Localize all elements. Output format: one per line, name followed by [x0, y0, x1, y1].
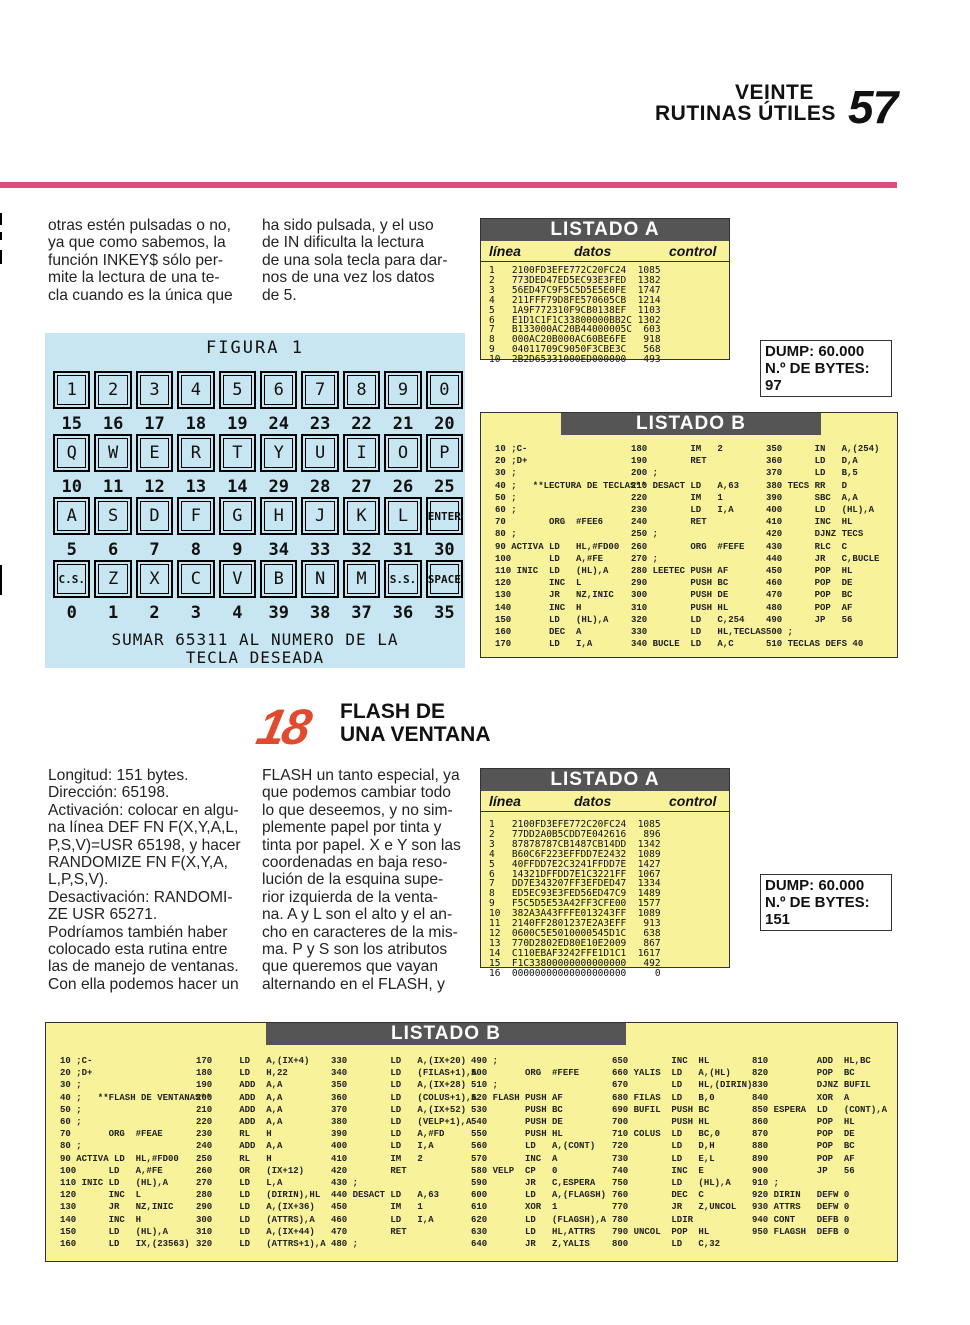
section-title-line2: UNA VENTANA — [340, 723, 491, 746]
key-number: 13 — [185, 477, 207, 497]
key-number: 33 — [309, 540, 331, 560]
listado-columns — [481, 241, 729, 262]
code-column-2: 170 LD A,(IX+4) 180 LD H,22 190 ADD A,A 200 ADD A,A 210 ADD A,A 220 ADD A,A 230 RL H 240 ADD A,A 250 RL H 260 OR (IX+12) 270 LD L,A 280 LD (DIRIN),HL 290 LD A,(IX+36) 300 LD (ATTRS),A 310 LD A,(IX+44) 320 LD (ATTRS+1),A — [196, 1056, 326, 1250]
header-line2: RUTINAS ÚTILES — [655, 102, 836, 125]
key-number: 32 — [351, 540, 372, 560]
key-number: 31 — [392, 540, 414, 560]
section-title-line1: FLASH DE — [340, 700, 445, 723]
key: T — [219, 434, 256, 472]
key: V — [219, 560, 256, 598]
code-column-1: 10 ;C- 20 ;D+ 30 ; 40 ; **LECTURA DE TECLAS** 50 ; 60 ; 70 ORG #FEE6 80 ; 90 ACTIVA LD HL,#FD00 100 LD A,#FE 110 INIC LD (HL),A 120 INC L 130 JR NZ,INIC 140 INC H 150 LD (HL),A 160 DEC A 170 LD I,A — [495, 444, 647, 650]
code-column-2: 180 IM 2 190 RET 200 ; 210 DESACT LD A,63 220 IM 1 230 LD I,A 240 RET 250 ; 260 ORG #FEFE 270 ; 280 LEETEC PUSH AF 290 PUSH BC 300 PUSH DE 310 PUSH HL 320 LD C,254 330 LD HL,TECLAS 340 BUCLE LD A,C — [631, 444, 767, 650]
key-number: 21 — [392, 414, 414, 434]
key: 9 — [384, 371, 421, 409]
key-number: 23 — [309, 414, 331, 434]
key-symbol-shift: S.S. — [384, 560, 421, 598]
key-enter: ENTER — [426, 497, 463, 535]
key-number: 17 — [144, 414, 165, 434]
key: L — [384, 497, 421, 535]
prose-top-mid: ha sido pulsada, y el uso de IN dificulta la lectura de una sola tecla para dar- nos de una vez los datos de 5. — [262, 217, 448, 304]
col-control: control — [669, 243, 717, 259]
key-number: 7 — [149, 540, 160, 560]
key: B — [260, 560, 297, 598]
key-number: 6 — [107, 540, 119, 560]
col-control: control — [669, 793, 717, 809]
listado-b-2 — [45, 1022, 898, 1262]
key-number: 14 — [227, 477, 248, 497]
key-row-3 — [53, 497, 463, 535]
code-column-3: 350 IN A,(254) 360 LD D,A 370 LD B,5 380 TECS RR D 390 SBC A,A 400 LD (HL),A 410 INC HL 420 DJNZ TECS 430 RLC C 440 JR C,BUCLE 450 POP HL 460 POP DE 470 POP BC 480 POP AF 490 JP 56 500 ; 510 TECLAS DEFS 40 — [766, 444, 880, 650]
key-number: 4 — [232, 603, 243, 623]
key: F — [177, 497, 214, 535]
key: K — [343, 497, 380, 535]
listado-b-1 — [480, 412, 898, 658]
key: X — [136, 560, 173, 598]
margin-mark — [0, 250, 2, 264]
code-column-1: 10 ;C- 20 ;D+ 30 ; 40 ; **FLASH DE VENTANAS** 50 ; 60 ; 70 ORG #FEAE 80 ; 90 ACTIVA LD HL,#FD00 100 LD A,#FE 110 INIC LD (HL),A 120 INC L 130 JR NZ,INIC 140 INC H 150 LD (HL),A 160 LD IX,(23563) — [60, 1056, 212, 1250]
key: 3 — [136, 371, 173, 409]
key: 1 — [53, 371, 90, 409]
key-number: 19 — [227, 414, 248, 434]
key-caps-shift: C.S. — [53, 560, 90, 598]
listado-title: LISTADO B — [266, 1023, 626, 1045]
key: C — [177, 560, 214, 598]
listado-title: LISTADO A — [481, 769, 729, 791]
key-number: 3 — [190, 603, 202, 623]
margin-mark — [0, 213, 2, 225]
key-number: 2 — [149, 603, 160, 623]
pink-rule — [0, 182, 897, 188]
key: P — [426, 434, 463, 472]
listado-title: LISTADO A — [481, 219, 729, 241]
key-number: 16 — [102, 414, 124, 434]
key: U — [301, 434, 338, 472]
code-column-6: 810 ADD HL,BC 820 POP BC 830 DJNZ BUFIL 840 XOR A 850 ESPERA LD (CONT),A 860 POP HL 870 POP DE 880 POP BC 890 POP AF 900 JP 56 910 ; 920 DIRIN DEFW 0 930 ATTRS DEFW 0 940 CONT DEFB 0 950 FLAGSH DEFB 0 — [752, 1056, 888, 1237]
key-number: 25 — [434, 477, 455, 497]
key: J — [301, 497, 338, 535]
key-row-2 — [53, 434, 463, 472]
key-row-4 — [53, 560, 463, 598]
num-row-1 — [53, 414, 463, 434]
key-number: 37 — [351, 603, 372, 623]
key-number: 38 — [309, 603, 331, 623]
key-number: 5 — [66, 540, 77, 560]
key-number: 12 — [144, 477, 165, 497]
key-number: 26 — [392, 477, 414, 497]
key-number: 9 — [232, 540, 243, 560]
dump-box-1 — [760, 340, 892, 397]
key: N — [301, 560, 338, 598]
listado-columns — [481, 791, 729, 812]
key: Z — [94, 560, 131, 598]
key: 5 — [219, 371, 256, 409]
dump-bytes: N.º DE BYTES: 97 — [765, 360, 870, 394]
key-number: 27 — [351, 477, 372, 497]
key: Y — [260, 434, 297, 472]
figure-title: FIGURA 1 — [45, 333, 465, 363]
key-number: 20 — [434, 414, 455, 434]
key-number: 28 — [309, 477, 331, 497]
key: 0 — [426, 371, 463, 409]
key-number: 39 — [268, 603, 289, 623]
listado-rows: 1 2100FD3EFE772C20FC24 1085 2 773DED47ED5EC93E3FED 1382 3 56ED47C9F5C5D5E5E0FE 1747 4 211FFF79D8FE570605CB 1214 5 1A9F772310F9CB0138EF 1103 6 E1D1C1F1C33800000BB2C 1302 7 B133000AC20B44000005C 603 8 000AC20B000AC60BE6FE 918 9 04011709C9050F3CBE3C 568 10 2B2D65331000ED000000 493 — [489, 265, 661, 366]
key: W — [94, 434, 131, 472]
key: I — [343, 434, 380, 472]
key: R — [177, 434, 214, 472]
keyboard-figure — [45, 363, 465, 668]
key-number: 15 — [61, 414, 82, 434]
num-row-2 — [53, 477, 463, 497]
dump-address: DUMP: 60.000 — [765, 343, 865, 360]
code-column-3: 330 LD A,(IX+20) 340 LD (FILAS+1),A 350 LD A,(IX+28) 360 LD (COLUS+1),A 370 LD A,(IX+52) 380 LD (VELP+1),A 390 LD A,#FD 400 LD I,A 410 IM 2 420 RET 430 ; 440 DESACT LD A,63 450 IM 1 460 LD I,A 470 RET 480 ; — [331, 1056, 477, 1250]
key: 6 — [260, 371, 297, 409]
key: E — [136, 434, 173, 472]
col-datos: datos — [574, 243, 612, 259]
key-number: 24 — [268, 414, 289, 434]
prose-top-left: otras estén pulsadas o no, ya que como sabemos, la función INKEY$ sólo per- mite la lectura de una te- cla cuando es la única que — [48, 217, 233, 304]
figure-caption-1: SUMAR 65311 AL NUMERO DE LA — [111, 630, 399, 649]
key-number: 18 — [185, 414, 207, 434]
key: H — [260, 497, 297, 535]
key-number: 29 — [268, 477, 289, 497]
key-number: 22 — [351, 414, 372, 434]
key: 2 — [94, 371, 131, 409]
key: D — [136, 497, 173, 535]
key-number: 0 — [66, 603, 77, 623]
key-number: 8 — [190, 540, 202, 560]
key: 4 — [177, 371, 214, 409]
dump-box-2 — [760, 874, 892, 931]
key: O — [384, 434, 421, 472]
key-space: SPACE — [426, 560, 463, 598]
key: 7 — [301, 371, 338, 409]
key-number: 10 — [61, 477, 82, 497]
listado-title: LISTADO B — [561, 413, 821, 435]
key-number: 36 — [392, 603, 414, 623]
num-row-3 — [53, 540, 463, 560]
col-datos: datos — [574, 793, 612, 809]
prose-s18-mid: FLASH un tanto especial, ya que podemos cambiar todo lo que deseemos, y no sim- plemente papel por tinta y tinta por papel. X e Y son las coordenadas en baja reso- lución de la esquina supe- rior izquierda de la venta- na. A y L son el alto y el an- cho en caracteres de la mis- ma. P y S son los atributos que queremos que vayan alternando en el FLASH, y — [262, 767, 461, 993]
dump-address: DUMP: 60.000 — [765, 877, 865, 894]
dump-bytes: N.º DE BYTES: 151 — [765, 894, 870, 928]
figure-caption-2: TECLA DESEADA — [185, 648, 325, 667]
key: M — [343, 560, 380, 598]
code-column-5: 650 INC HL 660 YALIS LD A,(HL) 670 LD HL,(DIRIN) 680 FILAS LD B,0 690 BUFIL PUSH BC 700 PUSH HL 710 COLUS LD BC,0 720 LD D,H 730 LD E,L 740 INC E 750 LD (HL),A 760 DEC C 770 JR Z,UNCOL 780 LDIR 790 UNCOL POP HL 800 LD C,32 — [612, 1056, 753, 1250]
prose-s18-left: Longitud: 151 bytes. Dirección: 65198. Activación: colocar en algu- na línea DEF FN F(X,Y,A,L, P,S,V)=USR 65198, y hacer RANDOMIZE FN F(X,Y,A, L,P,S,V). Desactivación: RANDOMI- ZE USR 65271. Podríamos también haber colocado esta rutina entre las de manejo de ventanas. Con ella podemos hacer un — [48, 767, 241, 993]
key-row-1 — [53, 371, 463, 409]
col-linea: línea — [489, 243, 521, 259]
key: S — [94, 497, 131, 535]
listado-rows: 1 2100FD3EFE772C20FC24 1085 2 77DD2A0B5CDD7E042616 896 3 87878787CB1487CB14DD 1342 4 B60C6F223EFFDD7E2432 1089 5 40FFDD7E2C3241FFDD7E 1427 6 14321DFFDD7E1C3221FF 1067 7 DD7E343207FF3EFDED47 1334 8 ED5EC93E3FED56ED47C9 1489 9 F5C5D5E53A42FF3CFE00 1577 10 382A3A43FFFE013243FF 1089 11 2140FF2801237E2A3EFF 913 12 0600C5E5010000545D1C 638 13 770D2802ED80E10E2009 867 14 C110EBAF3242FFE1D1C1 1617 15 F1C33800000000000000 492 16 00000000000000000000 0 — [489, 819, 661, 979]
listado-a-2 — [480, 768, 730, 979]
num-row-4 — [53, 603, 463, 623]
listado-a-1 — [480, 218, 730, 366]
key-number: 1 — [107, 603, 119, 623]
code-column-4: 490 ; 500 ORG #FEFE 510 ; 520 FLASH PUSH AF 530 PUSH BC 540 PUSH DE 550 PUSH HL 560 LD A,(CONT) 570 INC A 580 VELP CP 0 590 JR C,ESPERA 600 LD A,(FLAGSH) 610 XOR 1 620 LD (FLAGSH),A 630 LD HL,ATTRS 640 JR Z,YALIS — [471, 1056, 607, 1250]
margin-mark — [0, 565, 2, 595]
margin-mark — [0, 232, 2, 240]
key: A — [53, 497, 90, 535]
header-line1: VEINTE — [735, 81, 814, 104]
key-number: 30 — [434, 540, 455, 560]
key-number: 11 — [102, 477, 124, 497]
page-number: 57 — [848, 81, 898, 133]
key-number: 34 — [268, 540, 289, 560]
key: G — [219, 497, 256, 535]
key: Q — [53, 434, 90, 472]
col-linea: línea — [489, 793, 521, 809]
key-number: 35 — [434, 603, 455, 623]
key: 8 — [343, 371, 380, 409]
section-number: 18 — [252, 699, 314, 755]
section-title — [340, 700, 491, 746]
